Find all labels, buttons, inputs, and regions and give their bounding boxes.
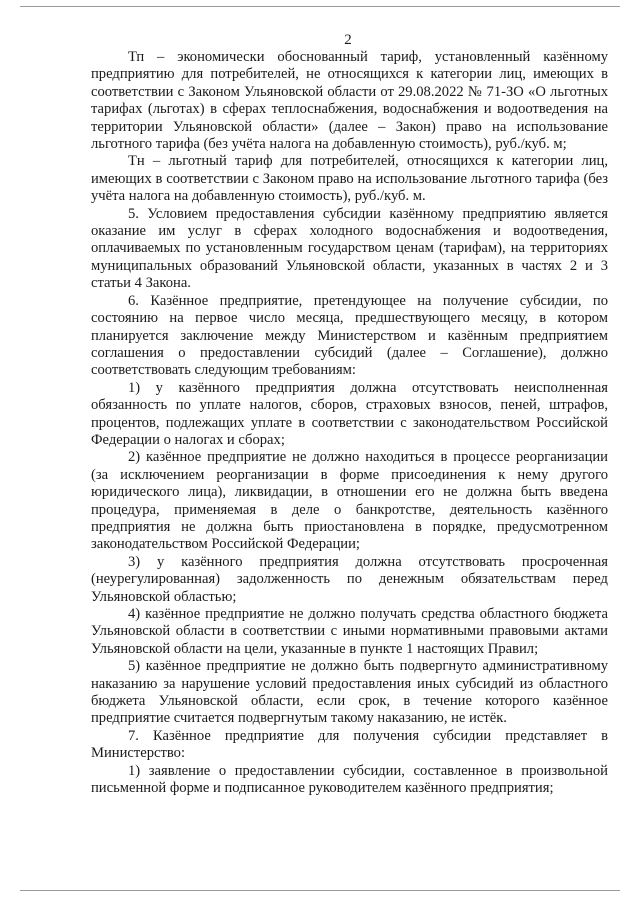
paragraph-item-6-1: 1) у казённого предприятия должна отсутствовать неисполненная обязанность по уплате налогов, сборов, страховых взносов, пеней, штрафов, процентов, подлежащих уплате в соответствии с законодательством Российской Федерации о налогах и сборах; — [91, 379, 608, 448]
paragraph-item-7-1: 1) заявление о предоставлении субсидии, составленное в произвольной письменной форме и подписанное руководителем казённого предприятия; — [91, 762, 608, 797]
scan-edge-bottom — [20, 890, 620, 891]
paragraph-tp-definition: Тп – экономически обоснованный тариф, установленный казённому предприятию для потребителей, не относящихся к категории лиц, имеющих в соответствии с Законом Ульяновской области от 29.08.2022 № 71-ЗО «О льготных тарифах (льготах) в сферах теплоснабжения, водоснабжения и водоотведения на территории Ульяновской области» (далее – Закон) право на использование льготного тарифа (без учёта налога на добавленную стоимость), руб./куб. м; — [91, 49, 608, 153]
paragraph-item-5: 5. Условием предоставления субсидии казённому предприятию является оказание им услуг в сферах холодного водоснабжения и водоотведения, оплачиваемых по установленным государством ценам (тарифам), на территориях муниципальных образований Ульяновской области, указанных в частях 2 и 3 статьи 4 Закона. — [91, 205, 608, 292]
paragraph-item-7: 7. Казённое предприятие для получения субсидии представляет в Министерство: — [91, 727, 608, 762]
paragraph-item-6-2: 2) казённое предприятие не должно находиться в процессе реорганизации (за исключением реорганизации в форме присоединения к нему другого юридического лица), ликвидации, в отношении его не должна быть введена процедура, применяемая в деле о банкротстве, деятельность казённого предприятия не должна быть приостановлена в порядке, предусмотренном законодательством Российской Федерации; — [91, 449, 608, 553]
document-body — [91, 49, 608, 797]
paragraph-item-6-4: 4) казённое предприятие не должно получать средства областного бюджета Ульяновской области в соответствии с иными нормативными правовыми актами Ульяновской области на цели, указанные в пункте 1 настоящих Правил; — [91, 606, 608, 657]
page-number: 2 — [344, 32, 352, 48]
paragraph-item-6: 6. Казённое предприятие, претендующее на получение субсидии, по состоянию на первое число месяца, предшествующего месяцу, в котором планируется заключение между Министерством и казённым предприятием соглашения о предоставлении субсидий (далее – Соглашение), должно соответствовать следующим требованиям: — [91, 292, 608, 379]
scan-edge-top — [20, 6, 620, 7]
paragraph-item-6-3: 3) у казённого предприятия должна отсутствовать просроченная (неурегулированная) задолженность по денежным обязательствам перед Ульяновской областью; — [91, 553, 608, 605]
paragraph-item-6-5: 5) казённое предприятие не должно быть подвергнуто административному наказанию за нарушение условий предоставления иных субсидий из областного бюджета Ульяновской области, если срок, в течение которого казённое предприятие считается подвергнутым такому наказанию, не истёк. — [91, 658, 608, 727]
paragraph-tn-definition: Тн – льготный тариф для потребителей, относящихся к категории лиц, имеющих в соответствии с Законом право на использование льготного тарифа (без учёта налога на добавленную стоимость), руб./куб. м. — [91, 153, 608, 205]
